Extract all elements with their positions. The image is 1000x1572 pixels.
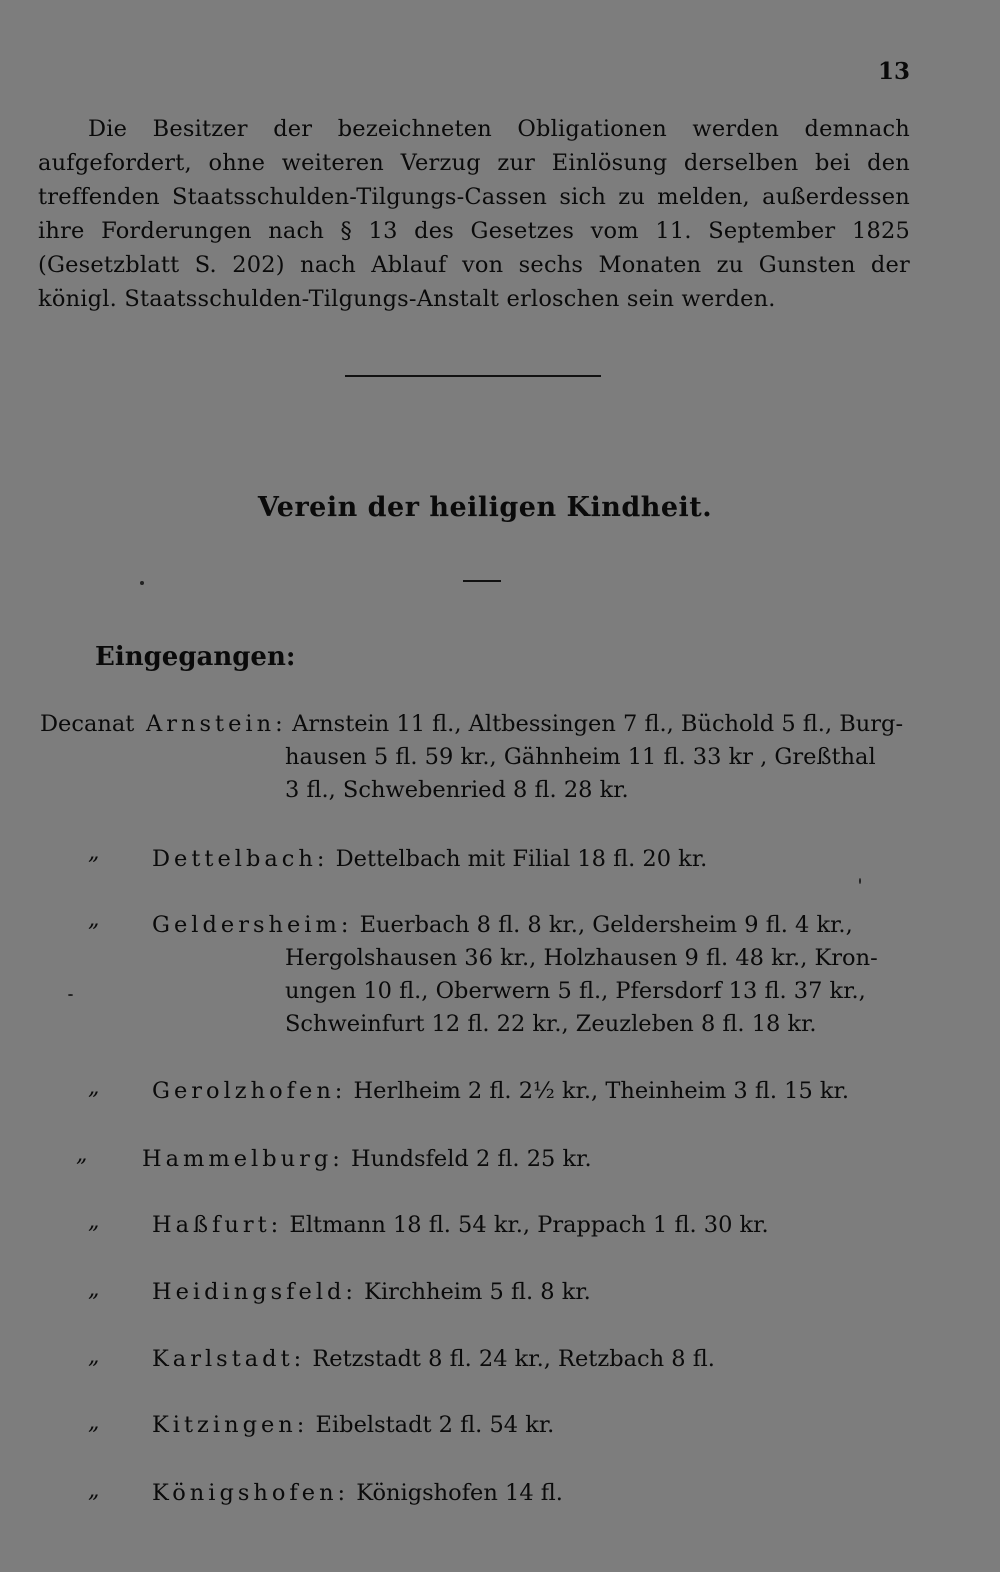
deanery-name: Geldersheim:	[152, 912, 353, 938]
entry-line: Herlheim 2 fl. 2½ kr., Theinheim 3 fl. 15 kr.	[346, 1078, 849, 1104]
divider-short	[463, 580, 501, 582]
entry-dettelbach	[152, 843, 707, 876]
entry-koenigshofen	[152, 1477, 563, 1510]
ditto-mark: „	[88, 907, 100, 932]
entry-karlstadt	[152, 1343, 715, 1376]
deanery-name: Kitzingen:	[152, 1412, 309, 1438]
deanery-name: Karlstadt:	[152, 1346, 306, 1372]
deanery-name: Heidingsfeld:	[152, 1279, 357, 1305]
ditto-mark: „	[88, 1209, 100, 1234]
entry-line: Arnstein 11 fl., Altbessingen 7 fl., Büchold 5 fl., Burg-	[285, 711, 904, 737]
scan-speck	[68, 994, 73, 996]
entry-line: 3 fl., Schwebenried 8 fl. 28 kr.	[285, 777, 629, 803]
entry-line: Dettelbach mit Filial 18 fl. 20 kr.	[328, 846, 708, 872]
entry-line: Eibelstadt 2 fl. 54 kr.	[308, 1412, 555, 1438]
scan-speck	[140, 581, 144, 585]
entry-line: Schweinfurt 12 fl. 22 kr., Zeuzleben 8 fl. 18 kr.	[285, 1011, 817, 1037]
deanery-name: Hammelburg:	[142, 1146, 344, 1172]
entry-line: Kirchheim 5 fl. 8 kr.	[357, 1279, 591, 1305]
ditto-mark: „	[88, 1478, 100, 1503]
received-heading: Eingegangen:	[95, 642, 296, 672]
decanat-prefix: Decanat	[40, 711, 135, 737]
entry-line: Hergolshausen 36 kr., Holzhausen 9 fl. 48 kr., Kron-	[285, 945, 878, 971]
entry-line: hausen 5 fl. 59 kr., Gähnheim 11 fl. 33 kr , Greßthal	[285, 744, 876, 770]
section-title: Verein der heiligen Kindheit.	[257, 492, 713, 523]
divider-long	[345, 375, 601, 377]
entry-line: Königshofen 14 fl.	[349, 1480, 563, 1506]
intro-paragraph: Die Besitzer der bezeichneten Obligationen werden demnach aufgefordert, ohne weiteren Verzug zur Einlösung derselben bei den treffenden Staatsschulden-Tilgungs-Cassen sich zu melden, außerdessen ihre Forderungen nach § 13 des Gesetzes vom 11. September 1825 (Gesetzblatt S. 202) nach Ablauf von sechs Monaten zu Gunsten der königl. Staatsschulden-Tilgungs-Anstalt erloschen sein werden.	[38, 116, 910, 312]
entry-arnstein	[40, 708, 920, 803]
entry-heidingsfeld	[152, 1276, 591, 1309]
entry-geldersheim	[152, 909, 922, 1037]
ditto-mark: „	[88, 840, 100, 865]
ditto-mark: „	[88, 1344, 100, 1369]
ditto-mark: „	[76, 1142, 88, 1167]
entry-hammelburg	[142, 1143, 592, 1176]
entry-gerolzhofen	[152, 1075, 849, 1108]
entry-line: Eltmann 18 fl. 54 kr., Prappach 1 fl. 30 kr.	[282, 1212, 769, 1238]
entry-line: ungen 10 fl., Oberwern 5 fl., Pfersdorf 13 fl. 37 kr.,	[285, 978, 866, 1004]
deanery-name: Gerolzhofen:	[152, 1078, 347, 1104]
scan-speck	[859, 878, 861, 884]
ditto-mark: „	[88, 1277, 100, 1302]
page-number: 13	[877, 58, 910, 85]
entry-line: Hundsfeld 2 fl. 25 kr.	[343, 1146, 592, 1172]
entry-hassfurt	[152, 1209, 769, 1242]
entry-kitzingen	[152, 1409, 554, 1442]
deanery-name: Dettelbach:	[152, 846, 329, 872]
deanery-name: Arnstein:	[146, 711, 287, 737]
deanery-name: Königshofen:	[152, 1480, 350, 1506]
entry-line: Euerbach 8 fl. 8 kr., Geldersheim 9 fl. 4 kr.,	[352, 912, 853, 938]
deanery-name: Haßfurt:	[152, 1212, 283, 1238]
entry-line: Retzstadt 8 fl. 24 kr., Retzbach 8 fl.	[305, 1346, 715, 1372]
ditto-mark: „	[88, 1075, 100, 1100]
ditto-mark: „	[88, 1410, 100, 1435]
